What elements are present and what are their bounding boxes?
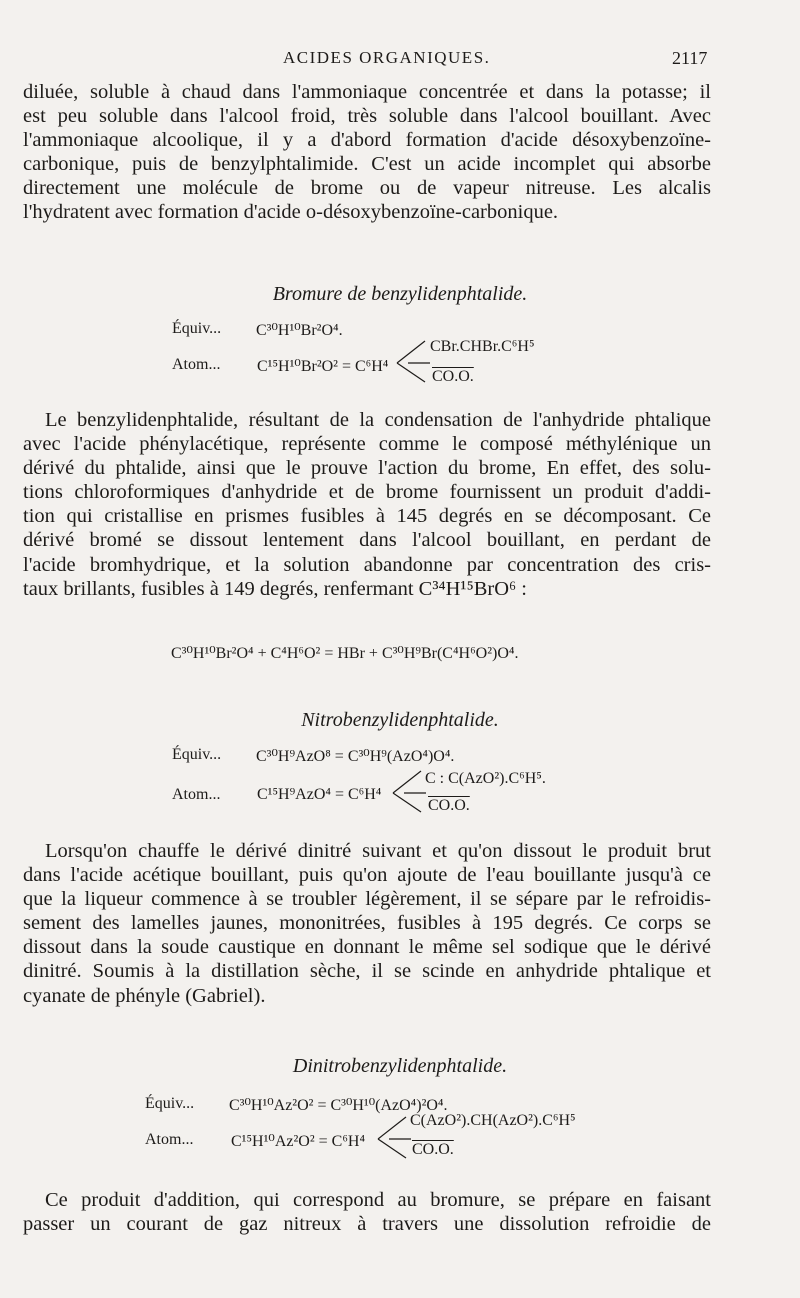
atom-formula: C¹⁵H¹⁰Br²O² = C⁶H⁴ [257,358,389,375]
paragraph-addition-product [23,1188,711,1236]
atom-formula: C¹⁵H⁹AzO⁴ = C⁶H⁴ [257,786,382,803]
equiv-formula: C³⁰H⁹AzO⁸ = C³⁰H⁹(AzO⁴)O⁴. [256,748,455,765]
text-line: passer un courant de gaz nitreux à travers une dissolution refroidie de [23,1213,711,1236]
text-line: l'hydratent avec formation d'acide o-désoxybenzoïne-carbonique. [23,201,559,224]
bond-branch-lines [395,336,431,386]
text-line: taux brillants, fusibles à 149 degrés, renfermant C³⁴H¹⁵BrO⁶ : [23,577,527,600]
text-line: cyanate de phényle (Gabriel). [23,984,266,1007]
branch-top: CBr.CHBr.C⁶H⁵ [430,338,535,355]
atom-formula: C¹⁵H¹⁰Az²O² = C⁶H⁴ [231,1133,366,1150]
page-header [0,48,800,74]
bond-branch-lines [376,1112,412,1162]
text-line: que la liqueur commence à se troubler légèrement, il se sépare par le refroidis- [23,888,711,911]
equiv-label: Équiv... [172,320,222,337]
section-heading-dinitro: Dinitrobenzylidenphtalide. [292,1055,508,1077]
branch-bottom: CO.O. [412,1141,454,1158]
section-heading-nitro: Nitrobenzylidenphtalide. [301,709,499,731]
text-line: diluée, soluble à chaud dans l'ammoniaque concentrée et dans la potasse; il [23,81,711,103]
branch-bottom: CO.O. [432,368,474,385]
text-line: avec l'acide phénylacétique, représente comme le composé méthylénique un [23,433,711,456]
text-line: Lorsqu'on chauffe le dérivé dinitré suivant et qu'on dissout le produit brut [45,840,711,862]
atom-label: Atom... [145,1131,194,1148]
atom-label: Atom... [172,786,221,803]
text-line: Le benzylidenphtalide, résultant de la condensation de l'anhydride phtalique [45,409,711,431]
branch-bottom: CO.O. [428,797,470,814]
text-line: l'ammoniaque alcoolique, il y a d'abord formation d'acide désoxybenzoïne- [23,129,711,152]
atom-label: Atom... [172,356,221,373]
text-line: tion qui cristallise en prismes fusibles à 145 degrés en se décomposant. Ce [23,505,711,528]
text-line: carbonique, puis de benzylphtalimide. C'est un acide incomplet qui absorbe [23,153,711,176]
text-line: dissout dans la soude caustique en donnant le même sel sodique que le dérivé [23,936,711,959]
text-line: dinitré. Soumis à la distillation sèche, il se scinde en anhydride phtalique et [23,960,711,983]
paragraph-benzylidenphtalide [23,408,711,601]
equiv-label: Équiv... [145,1095,195,1112]
text-line: Ce produit d'addition, qui correspond au bromure, se prépare en faisant [45,1189,711,1211]
text-line: tions chloroformiques d'anhydride et de brome fournissent un produit d'addi- [23,481,711,504]
section-heading-bromure: Bromure de benzylidenphtalide. [272,283,528,305]
bond-branch-lines [391,766,427,816]
text-line: sement des lamelles jaunes, mononitrées, fusibles à 195 degrés. Ce corps se [23,912,711,935]
equiv-label: Équiv... [172,746,222,763]
text-line: dérivé bromé se dissout lentement dans l'alcool bouillant, en perdant de [23,529,711,552]
text-line: est peu soluble dans l'alcool froid, très soluble dans l'alcool bouillant. Avec [23,105,711,128]
page-number: 2117 [672,48,708,68]
running-title: ACIDES ORGANIQUES. [283,48,491,67]
reaction-equation: C³⁰H¹⁰Br²O⁴ + C⁴H⁶O² = HBr + C³⁰H⁹Br(C⁴H⁶O²)O⁴. [171,645,519,662]
text-line: dérivé du phtalide, ainsi que le prouve l'action du brome, En effet, des solu- [23,457,711,480]
equiv-formula: C³⁰H¹⁰Az²O² = C³⁰H¹⁰(AzO⁴)²O⁴. [229,1097,448,1114]
text-line: directement une molécule de brome ou de vapeur nitreuse. Les alcalis [23,177,711,200]
text-line: dans l'acide acétique bouillant, puis qu'on ajoute de l'eau bouillante jusqu'à ce [23,864,711,887]
paragraph-continuation [23,80,711,225]
paragraph-preparation [23,839,711,1008]
text-line: l'acide bromhydrique, et la solution abandonne par concentration des cris- [23,553,711,576]
equiv-formula: C³⁰H¹⁰Br²O⁴. [256,322,343,339]
branch-top: C : C(AzO²).C⁶H⁵. [425,770,546,787]
branch-top: C(AzO²).CH(AzO²).C⁶H⁵ [410,1112,576,1129]
